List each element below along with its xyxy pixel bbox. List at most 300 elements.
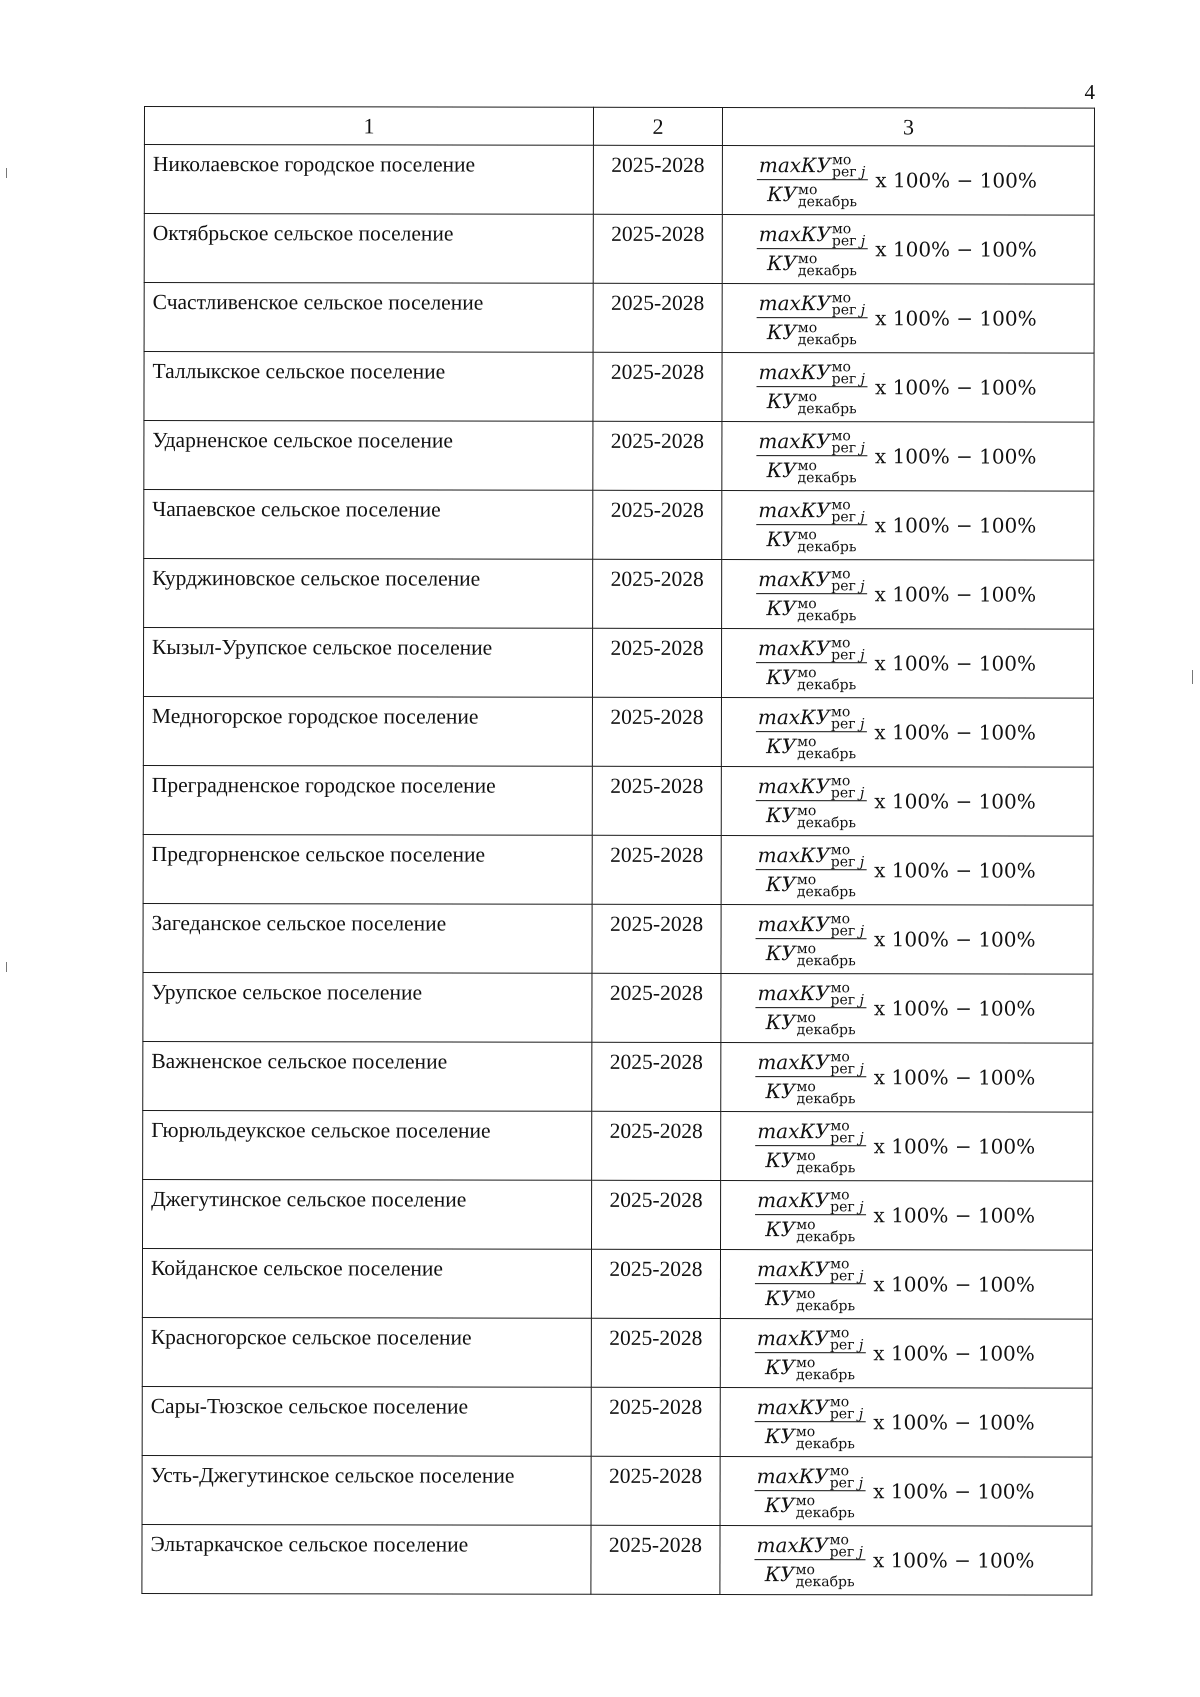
denominator-sup: мо [797,388,818,405]
numerator-sub-group [831,302,866,319]
numerator-main: maxКУ [758,566,831,591]
numerator-sub-index: j [860,233,866,250]
period-years: 2025-2028 [592,766,721,835]
numerator-indices [831,704,865,733]
numerator-sub-index: j [859,1061,864,1078]
formula-numerator [756,912,867,940]
formula-cell [722,560,1094,630]
denominator-sup: мо [796,940,817,957]
scan-speck [6,168,7,178]
numerator-sup: мо [830,1256,850,1273]
formula-tail: x 100% − 100% [872,1548,1035,1573]
formula-cell [721,1112,1093,1182]
formula-cell [721,836,1093,906]
column-header-2: 2 [593,107,722,145]
denominator-sub: декабрь [797,676,857,693]
numerator-sub-index: j [858,1337,864,1354]
settlement-name: Важненское сельское поселение [143,1041,592,1111]
column-header-3: 3 [722,108,1094,147]
formula-cell [722,284,1094,354]
formula-fraction [756,429,867,484]
numerator-sup: мо [831,221,852,238]
denominator-main: КУ [767,182,798,207]
formula-fraction [756,498,867,553]
denominator-main: КУ [765,941,796,966]
formula-fraction [755,981,866,1036]
formula-tail: x 100% − 100% [874,789,1036,814]
formula-cell [721,698,1093,768]
column-header-1: 1 [144,107,593,146]
formula-fraction [755,1326,866,1381]
numerator-sub: рег [830,1199,855,1216]
period-years: 2025-2028 [592,835,721,904]
denominator-sub: декабрь [795,1504,855,1521]
formula-cell [720,1388,1092,1458]
numerator-main: maxКУ [758,290,831,315]
formula-numerator [757,153,868,181]
numerator-sup: мо [830,1118,850,1135]
numerator-sub-index: j [860,509,865,526]
numerator-sub-index: j [860,302,866,319]
settlement-name: Ударненское сельское поселение [144,421,593,491]
formula-cell [721,1181,1093,1251]
numerator-main: maxКУ [757,1049,830,1074]
denominator-sub: декабрь [796,883,856,900]
numerator-sub-group [831,440,865,457]
numerator-sub-group [831,647,865,664]
numerator-sub-index: j [859,785,865,802]
numerator-sub: рег [830,785,856,802]
numerator-indices [831,428,865,457]
formula [722,767,1093,836]
denominator-sub: декабрь [795,1573,855,1590]
formula-fraction [757,222,868,277]
formula-fraction [754,1533,865,1588]
denominator-main: КУ [766,527,797,552]
formula-numerator [755,1119,866,1147]
formula-numerator [755,1188,866,1216]
formula-denominator [764,1077,858,1105]
formula-tail: x 100% − 100% [873,1410,1035,1435]
denominator-sub: декабрь [797,331,857,348]
formula-fraction [755,1119,866,1174]
numerator-indices [831,221,866,250]
formula-fraction [756,636,867,691]
period-years: 2025-2028 [593,559,722,628]
table-header-row [144,107,1094,147]
formula [723,215,1094,284]
denominator-sup: мо [797,664,817,681]
settlement-name: Медногорское городское поселение [143,697,592,767]
numerator-main: maxКУ [756,1256,830,1281]
period-years: 2025-2028 [593,145,722,214]
numerator-sub-group [831,578,865,595]
formula-tail: x 100% − 100% [874,927,1036,952]
numerator-sup: мо [829,1394,850,1411]
table-row [143,697,1093,768]
settlement-name: Николаевское городское поселение [144,145,593,215]
formula-numerator [756,429,867,457]
denominator-sub: декабрь [798,193,858,210]
numerator-indices [829,1325,864,1354]
formula-tail: x 100% − 100% [874,720,1036,745]
numerator-sub-group [830,923,865,940]
denominator-indices [797,664,857,693]
numerator-sub-group [830,785,865,802]
period-years: 2025-2028 [592,904,721,973]
denominator-indices [797,250,857,279]
settlement-name: Джегутинское сельское поселение [143,1179,592,1249]
numerator-sup: мо [831,290,852,307]
denominator-main: КУ [765,1079,796,1104]
formula-fraction [756,567,867,622]
numerator-sub-index: j [859,1268,864,1285]
formula-denominator [763,1422,857,1450]
table-row [143,628,1093,699]
formula-numerator [756,567,867,595]
denominator-main: КУ [765,1355,796,1380]
denominator-sup: мо [795,1561,815,1578]
numerator-sub: рег [831,578,856,595]
table-row [142,1317,1092,1388]
formula-cell [720,1526,1092,1596]
numerator-indices [830,1187,864,1216]
numerator-sub: рег [829,1406,855,1423]
table-body [142,145,1095,1596]
numerator-sup: мо [830,911,851,928]
formula-numerator [757,222,868,250]
period-years: 2025-2028 [592,1042,721,1111]
formula-fraction [755,1257,866,1312]
formula-denominator [764,525,858,553]
denominator-main: КУ [765,1217,796,1242]
denominator-indices [797,526,857,555]
denominator-sup: мо [798,181,818,198]
numerator-sup: мо [831,497,851,514]
formula [722,491,1093,560]
denominator-sub: декабрь [796,1297,856,1314]
denominator-indices [796,1009,856,1038]
formula-cell [721,629,1093,699]
formula [721,1388,1092,1457]
numerator-sub: рег [829,1544,855,1561]
denominator-sub: декабрь [795,1366,856,1383]
formula-denominator [764,594,858,622]
formula-tail: x 100% − 100% [873,1203,1036,1228]
numerator-sub: рег [831,302,857,319]
formula-denominator [764,870,858,898]
period-years: 2025-2028 [593,283,722,352]
numerator-sup: мо [829,1463,850,1480]
formula-cell [720,1457,1092,1527]
numerator-main: maxКУ [757,1118,830,1143]
denominator-indices [796,1078,856,1107]
denominator-sup: мо [796,1147,816,1164]
numerator-main: maxКУ [756,1463,829,1488]
numerator-sub-group [830,992,864,1009]
settlement-name: Урупское сельское поселение [143,972,592,1042]
formula [721,1250,1092,1319]
numerator-indices [829,1463,864,1492]
numerator-sub: рег [830,992,856,1009]
formula-numerator [755,1326,866,1354]
denominator-sub: декабрь [796,1090,856,1107]
denominator-sub: декабрь [797,262,857,279]
numerator-sup: мо [831,704,851,721]
table-row [144,283,1094,354]
numerator-main: maxКУ [758,359,831,384]
formula-denominator [765,387,859,415]
formula [722,422,1093,491]
numerator-sup: мо [831,566,851,583]
formula-numerator [756,636,867,664]
numerator-sub-index: j [859,854,865,871]
numerator-sub-index: j [859,1199,864,1216]
formula-cell [721,974,1093,1044]
numerator-sub: рег [829,1337,855,1354]
denominator-indices [797,457,857,486]
formula [722,836,1093,905]
numerator-indices [830,980,864,1009]
numerator-sup: мо [831,635,851,652]
formula-cell [722,422,1094,492]
settlement-name: Эльтаркачское сельское поселение [142,1524,591,1594]
period-years: 2025-2028 [592,1180,721,1249]
formula [722,560,1093,629]
period-years: 2025-2028 [592,973,721,1042]
formula-fraction [756,705,867,760]
denominator-sub: декабрь [796,1159,856,1176]
numerator-main: maxКУ [757,1187,830,1212]
formula-denominator [763,1146,857,1174]
table-row [143,1041,1093,1112]
period-years: 2025-2028 [591,1387,720,1456]
numerator-sup: мо [831,428,851,445]
numerator-main: maxКУ [756,1532,829,1557]
denominator-sub: декабрь [795,1435,855,1452]
numerator-sup: мо [830,842,851,859]
settlement-name: Преградненское городское поселение [143,765,592,835]
denominator-sup: мо [795,1354,816,1371]
denominator-sup: мо [796,1285,816,1302]
settlements-table [141,106,1095,1596]
numerator-sup: мо [829,1325,850,1342]
numerator-main: maxКУ [757,980,830,1005]
denominator-main: КУ [766,458,797,483]
numerator-main: maxКУ [757,773,830,798]
period-years: 2025-2028 [593,352,722,421]
numerator-main: maxКУ [757,704,831,729]
table-row [144,214,1094,285]
formula [721,1319,1092,1388]
period-years: 2025-2028 [593,214,722,283]
formula-denominator [764,801,858,829]
numerator-sub: рег [830,1268,855,1285]
denominator-sup: мо [797,595,817,612]
period-years: 2025-2028 [592,628,721,697]
numerator-main: maxКУ [758,497,831,522]
formula [722,629,1093,698]
numerator-sub-group [831,371,866,388]
formula [723,284,1094,353]
numerator-sup: мо [829,1532,849,1549]
formula-tail: x 100% − 100% [873,1479,1035,1504]
numerator-indices [831,152,866,181]
settlement-name: Загеданское сельское поселение [143,903,592,973]
numerator-sub-group [831,509,865,526]
numerator-sub-group [829,1544,863,1561]
denominator-main: КУ [766,596,797,621]
denominator-main: КУ [764,1493,795,1518]
formula-cell [722,146,1094,216]
formula-cell [722,491,1094,561]
formula-tail: x 100% − 100% [874,513,1037,538]
formula-tail: x 100% − 100% [875,306,1037,331]
numerator-indices [831,359,866,388]
denominator-sub: декабрь [797,469,857,486]
numerator-indices [830,1256,864,1285]
numerator-main: maxКУ [756,1394,829,1419]
denominator-indices [796,1147,856,1176]
denominator-indices [796,802,856,831]
numerator-main: maxКУ [757,842,830,867]
formula-denominator [764,663,858,691]
table-row [143,834,1093,905]
denominator-main: КУ [766,734,797,759]
denominator-main: КУ [765,1286,796,1311]
formula-cell [721,767,1093,837]
numerator-sup: мо [830,773,851,790]
formula-denominator [763,1491,857,1519]
numerator-main: maxКУ [757,911,830,936]
numerator-sub-index: j [860,440,865,457]
formula-numerator [756,705,867,733]
numerator-main: maxКУ [756,1325,829,1350]
denominator-sup: мо [796,1078,816,1095]
numerator-indices [829,1394,864,1423]
table-row [143,1179,1093,1250]
settlement-name: Таллыкское сельское поселение [144,352,593,422]
numerator-sub-group [831,164,866,181]
formula-tail: x 100% − 100% [874,582,1037,607]
formula-cell [721,905,1093,975]
numerator-sub-index: j [859,992,864,1009]
denominator-indices [795,1354,856,1383]
denominator-sup: мо [796,871,817,888]
table-row [142,1455,1092,1526]
period-years: 2025-2028 [593,421,722,490]
denominator-main: КУ [765,1010,796,1035]
numerator-sub-group [830,1199,864,1216]
formula-fraction [757,291,868,346]
numerator-sub-group [829,1337,864,1354]
scan-speck [1192,670,1193,684]
denominator-indices [797,388,857,417]
numerator-sub: рег [831,716,856,733]
table-row [144,352,1094,423]
formula-denominator [765,180,859,208]
numerator-sub-index: j [860,716,865,733]
numerator-sub: рег [830,923,856,940]
numerator-indices [830,842,865,871]
denominator-indices [798,181,858,210]
formula-denominator [765,318,859,346]
numerator-sub-group [830,854,865,871]
formula [721,1181,1092,1250]
formula-tail: x 100% − 100% [874,444,1037,469]
denominator-sup: мо [797,457,817,474]
formula-fraction [755,912,866,967]
denominator-main: КУ [766,320,797,345]
formula-numerator [757,360,868,388]
denominator-sub: декабрь [797,745,857,762]
denominator-indices [796,940,856,969]
settlement-name: Усть-Джегутинское сельское поселение [142,1455,591,1525]
denominator-main: КУ [766,251,797,276]
formula-tail: x 100% − 100% [875,168,1037,193]
formula-fraction [755,1395,866,1450]
formula-denominator [763,1560,857,1588]
formula-cell [720,1319,1092,1389]
formula-cell [720,1250,1092,1320]
period-years: 2025-2028 [591,1318,720,1387]
numerator-sub: рег [830,1061,856,1078]
formula-tail: x 100% − 100% [873,1272,1035,1297]
denominator-sub: декабрь [797,538,857,555]
table-row [142,1386,1092,1457]
denominator-indices [795,1561,855,1590]
denominator-sup: мо [796,1216,816,1233]
numerator-sub-group [831,233,866,250]
page-number: 4 [1084,80,1095,104]
settlement-name: Сары-Тюзское сельское поселение [142,1386,591,1456]
denominator-sup: мо [796,1009,816,1026]
numerator-sub-index: j [858,1544,863,1561]
denominator-indices [796,1285,856,1314]
formula-fraction [755,1464,866,1519]
numerator-sub-index: j [860,578,865,595]
formula [721,1043,1092,1112]
period-years: 2025-2028 [591,1525,720,1594]
formula [721,905,1092,974]
denominator-sub: декабрь [796,1021,856,1038]
numerator-sub-group [829,1406,864,1423]
numerator-sub: рег [831,164,857,181]
scan-speck [6,962,7,972]
table-row [144,490,1094,561]
formula-numerator [755,1395,866,1423]
numerator-indices [830,911,865,940]
period-years: 2025-2028 [591,1249,720,1318]
numerator-indices [830,1049,864,1078]
formula-numerator [754,1533,865,1561]
settlement-name: Курджиновское сельское поселение [144,559,593,629]
numerator-indices [831,566,865,595]
formula-numerator [755,1050,866,1078]
denominator-sub: декабрь [796,1228,856,1245]
denominator-indices [797,319,857,348]
denominator-sup: мо [796,802,817,819]
numerator-sub-group [830,1130,864,1147]
period-years: 2025-2028 [592,697,721,766]
period-years: 2025-2028 [591,1456,720,1525]
formula-numerator [755,1464,866,1492]
period-years: 2025-2028 [593,490,722,559]
formula-denominator [764,732,858,760]
denominator-indices [796,1216,856,1245]
formula-fraction [755,1188,866,1243]
denominator-main: КУ [764,1562,795,1587]
